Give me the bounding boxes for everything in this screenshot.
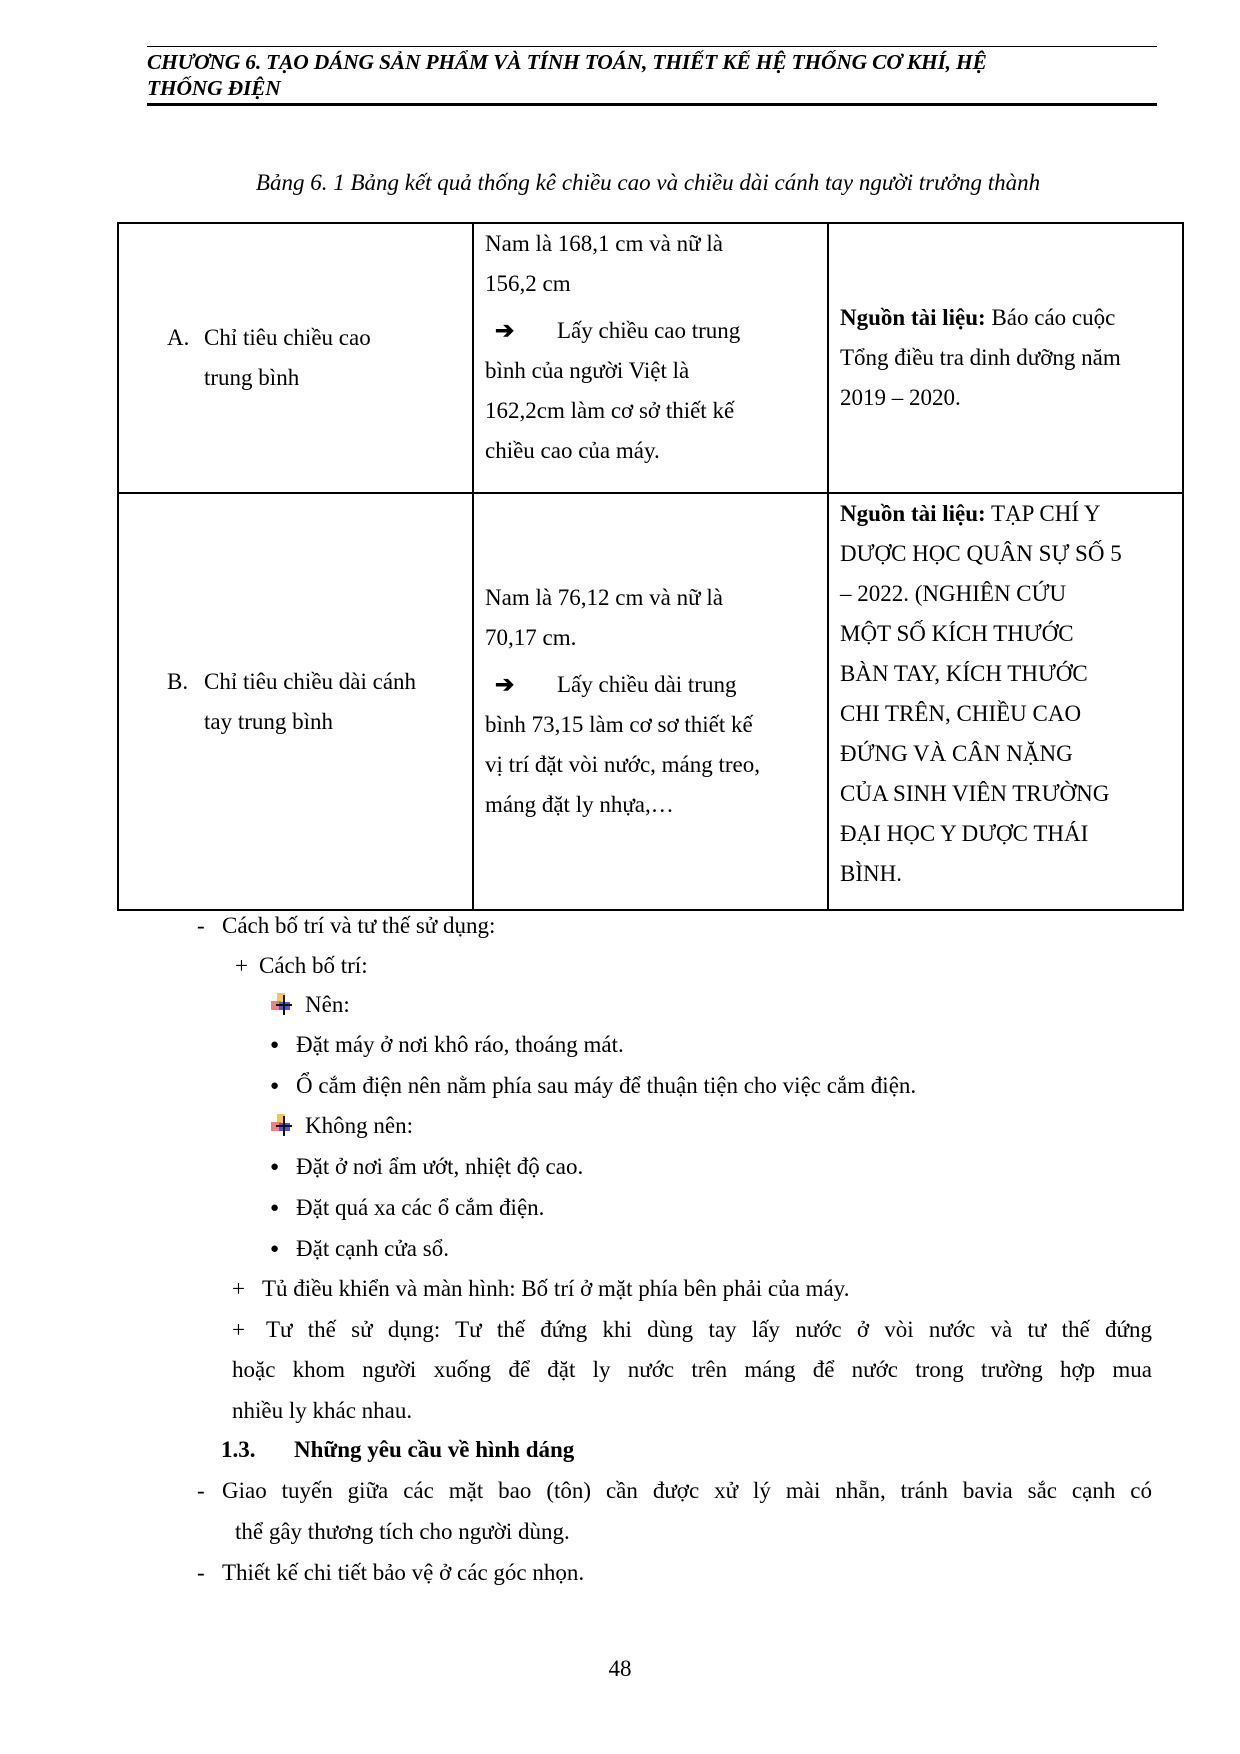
source-text: CỦA SINH VIÊN TRƯỜNG [840,781,1110,806]
list-item-text: Tủ điều khiển và màn hình: Bố trí ở mặt phía bên phải của máy. [262,1276,850,1301]
section-heading [221,1430,574,1470]
conclusion-text: 162,2cm làm cơ sở thiết kế [485,398,735,423]
source-text: CHI TRÊN, CHIỀU CAO [840,701,1082,726]
list-item-text: Giao tuyến giữa các mặt bao (tôn) cần được xử lý mài nhẵn, tránh bavia sắc cạnh có [222,1478,1152,1503]
chapter-header [147,46,1157,106]
flag-bullet-icon [271,993,293,1015]
value-cell [473,493,828,910]
list-item-text: Đặt cạnh cửa sổ. [296,1236,449,1261]
source-label: Nguồn tài liệu: [840,501,986,526]
list-item-text: Thiết kế chi tiết bảo vệ ở các góc nhọn. [222,1560,585,1585]
list-item-text: Đặt máy ở nơi khô ráo, thoáng mát. [296,1032,624,1057]
criterion-text: trung bình [204,365,300,390]
source-text: TẠP CHÍ Y [985,501,1101,526]
list-item-text: Cách bố trí và tư thế sử dụng: [222,913,496,938]
list-item [197,1553,584,1593]
list-item [270,1147,583,1187]
source-text: Tổng điều tra dinh dưỡng năm [840,345,1121,370]
list-item [232,1269,849,1309]
source-text: ĐẠI HỌC Y DƯỢC THÁI [840,821,1089,846]
list-item [270,1188,544,1228]
dash-marker: - [197,913,205,938]
value-text: Nam là 168,1 cm và nữ là [485,231,723,256]
arrow-right-icon: ➔ [495,318,515,343]
value-text: 156,2 cm [485,271,571,296]
list-item [235,946,368,986]
stats-table [117,222,1184,911]
paragraph-line [232,1310,1152,1350]
list-item-text: Nên: [305,992,350,1017]
conclusion-text: máng đặt ly nhựa,… [485,792,674,817]
chapter-title-line2: THỐNG ĐIỆN [147,76,281,100]
chapter-title-line1: CHƯƠNG 6. TẠO DÁNG SẢN PHẨM VÀ TÍNH TOÁN, THIẾT KẾ HỆ THỐNG CƠ KHÍ, HỆ [147,50,987,74]
criterion-cell [118,493,473,910]
source-text: DƯỢC HỌC QUÂN SỰ SỐ 5 [840,541,1122,566]
list-item-text: Ổ cắm điện nên nằm phía sau máy để thuận tiện cho việc cắm điện. [296,1073,917,1098]
paragraph-text: Tư thế sử dụng: Tư thế đứng khi dùng tay lấy nước ở vòi nước và tư thế đứng [266,1317,1152,1342]
source-text: MỘT SỐ KÍCH THƯỚC [840,621,1074,646]
source-text: 2019 – 2020. [840,385,961,410]
table-row [118,223,1183,493]
source-text: BÀN TAY, KÍCH THƯỚC [840,661,1088,686]
paragraph-line: nhiều ly khác nhau. [232,1398,413,1423]
criterion-text: Chỉ tiêu chiều dài cánh [204,668,417,694]
dash-marker: - [197,1560,205,1585]
plus-marker: + [235,953,248,978]
bullet-icon: ● [270,1159,280,1175]
conclusion-text: Lấy chiều cao trung [557,318,741,343]
bullet-icon: ● [270,1078,280,1094]
source-cell [828,493,1183,910]
list-item-text: Không nên: [305,1113,413,1138]
source-text: Báo cáo cuộc [985,305,1116,330]
list-item-continuation: thể gây thương tích cho người dùng. [235,1519,570,1544]
list-item [270,1229,449,1269]
list-item [270,1066,916,1106]
list-item-text: Cách bố trí: [259,953,368,978]
dash-marker: - [197,1478,205,1503]
criterion-letter: A. [167,325,190,350]
conclusion-text: bình của người Việt là [485,358,690,383]
flag-bullet-icon [271,1114,293,1136]
conclusion-text: chiều cao của máy. [485,438,660,463]
bullet-icon: ● [270,1241,280,1257]
section-title: Những yêu cầu về hình dáng [294,1437,575,1462]
list-item [197,1471,1152,1511]
page-number: 48 [608,1656,632,1681]
source-text: – 2022. (NGHIÊN CỨU [840,581,1067,606]
conclusion-text: Lấy chiều dài trung [557,672,737,697]
bullet-icon: ● [270,1200,280,1216]
list-item [271,1106,413,1146]
table-row [118,493,1183,910]
plus-marker: + [232,1276,245,1301]
criterion-cell [118,223,473,493]
value-cell [473,223,828,493]
value-text: Nam là 76,12 cm và nữ là [485,585,723,610]
list-item-text: Đặt quá xa các ổ cắm điện. [296,1195,545,1220]
value-text: 70,17 cm. [485,625,577,650]
plus-marker: + [232,1317,245,1342]
source-text: BÌNH. [840,861,902,886]
conclusion-text: vị trí đặt vòi nước, máng treo, [485,752,761,777]
list-item [271,985,350,1025]
bullet-icon: ● [270,1037,280,1053]
list-item [270,1025,624,1065]
source-label: Nguồn tài liệu: [840,305,986,330]
conclusion-text: bình 73,15 làm cơ sơ thiết kế [485,712,753,737]
criterion-text: Chỉ tiêu chiều cao [204,325,371,350]
criterion-letter: B. [167,668,189,694]
table-caption: Bảng 6. 1 Bảng kết quả thống kê chiều cao và chiều dài cánh tay người trưởng thành [255,170,1041,195]
arrow-right-icon: ➔ [495,672,515,697]
paragraph-line: hoặc khom người xuống để đặt ly nước trên máng để nước trong trường hợp mua [232,1357,1152,1382]
source-text: ĐỨNG VÀ CÂN NẶNG [840,741,1073,766]
criterion-text: tay trung bình [204,708,334,734]
source-cell [828,223,1183,493]
list-item-text: Đặt ở nơi ẩm ướt, nhiệt độ cao. [296,1154,584,1179]
section-number: 1.3. [221,1437,256,1462]
list-item [197,906,495,946]
